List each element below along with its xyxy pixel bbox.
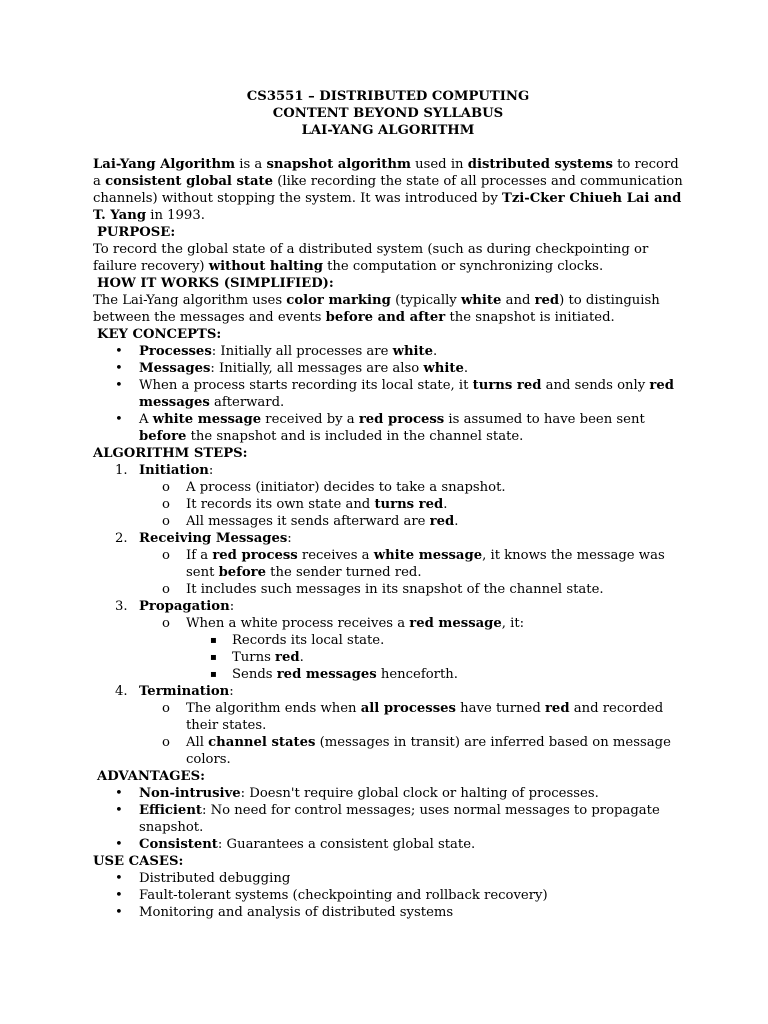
text-run: afterward. [209,395,285,410]
bullet-icon: • [115,888,123,903]
step-number: 1. [115,463,128,478]
text-run: The Lai-Yang algorithm uses [93,293,287,308]
bullet-icon: o [162,497,170,512]
bold-text: Initiation [139,463,209,478]
bold-text: channel states [208,735,316,750]
text-run: To record the global state of a distributed system (such as during checkpointing or failure recovery) [93,242,649,274]
text-run: Turns [232,650,276,665]
bullet-icon: o [162,548,170,563]
bullet-icon: • [115,871,123,886]
bold-text: Messages [139,361,211,376]
text-run: A process (initiator) decides to take a snapshot. [186,480,506,495]
list-item [93,887,683,904]
list-item-text [139,344,437,359]
list-item [93,479,683,496]
list-item [93,683,683,700]
list-item-text [139,786,599,801]
list-item-text [139,463,213,478]
text-run: in 1993. [146,208,205,223]
intro-paragraph [93,156,683,224]
list-item [93,734,683,768]
list-item-text [232,633,384,648]
list-item [93,343,683,360]
bold-text: white [392,344,434,359]
list-item [93,632,683,649]
text-run: have turned [455,701,545,716]
step-number: 2. [115,531,128,546]
bullet-icon: • [115,905,123,920]
list-item-text [186,548,665,580]
section-title: CONTENT BEYOND SYLLABUS [272,106,504,121]
bold-text: white [460,293,502,308]
list-item [93,377,683,411]
text-run: : Initially all processes are [211,344,393,359]
bold-text: KEY CONCEPTS: [97,327,222,342]
text-run: Records its local state. [232,633,385,648]
bold-text: all processes [360,701,456,716]
bold-text: USE CASES: [93,854,184,869]
bold-text: Receiving Messages [139,531,288,546]
list-item-text [139,531,292,546]
list-item [93,836,683,853]
list-item [93,802,683,836]
bullet-icon: • [115,837,123,852]
bold-text: Termination [139,684,230,699]
text-run: . [463,361,469,376]
text-run: received by a [261,412,359,427]
text-run: used in [410,157,468,172]
text-run: : [229,599,235,614]
document-body [93,156,683,921]
bold-text: red [544,701,570,716]
text-run: : Doesn't require global clock or halting of processes. [240,786,599,801]
algorithm-steps-heading [93,445,683,462]
bold-text: without halting [208,259,323,274]
list-item-text [139,378,674,410]
bold-text: red process [212,548,298,563]
text-run: The algorithm ends when [186,701,361,716]
list-item [93,530,683,547]
list-item-text [186,735,671,767]
bullet-icon: • [115,344,123,359]
bold-text: before [139,429,187,444]
bold-text: snapshot algorithm [266,157,411,172]
text-run: , it: [501,616,525,631]
bullet-icon: • [115,361,123,376]
text-run: Monitoring and analysis of distributed systems [139,905,454,920]
bullet-icon: • [115,786,123,801]
text-run: receives a [297,548,374,563]
list-item [93,513,683,530]
text-run: (typically [390,293,461,308]
list-item [93,870,683,887]
bold-text: red [275,650,300,665]
list-item-text [139,361,468,376]
list-item [93,462,683,479]
list-item-text [139,871,290,886]
bold-text: HOW IT WORKS (SIMPLIFIED): [97,276,334,291]
bullet-icon: o [162,701,170,716]
text-run: : [287,531,292,546]
bold-text: Efficient [139,803,202,818]
bold-text: white message [373,548,483,563]
list-item-text [139,803,660,835]
text-run: and [501,293,535,308]
bullet-icon: o [162,735,170,750]
text-run: henceforth. [376,667,458,682]
document-page [93,88,683,921]
list-item-text [186,582,604,597]
list-item [93,700,683,734]
list-item [93,615,683,632]
bullet-icon: ▪ [210,635,217,646]
list-item-text [186,616,524,631]
text-run: Distributed debugging [139,871,291,886]
text-run: All [186,735,209,750]
title-block [93,88,683,139]
purpose-paragraph [93,241,683,275]
text-run: to record a [93,157,679,189]
text-run: A [139,412,153,427]
list-item-text [139,412,645,444]
text-run: When a process starts recording its local state, it [139,378,473,393]
bullet-icon: o [162,616,170,631]
bold-text: color marking [286,293,391,308]
bold-text: distributed systems [467,157,613,172]
bullet-icon: ▪ [210,652,217,663]
bold-text: ADVANTAGES: [97,769,205,784]
list-item-text [232,667,458,682]
bold-text: Processes [139,344,212,359]
text-run: the sender turned red. [265,565,422,580]
bullet-icon: o [162,480,170,495]
bullet-icon: o [162,514,170,529]
list-item [93,785,683,802]
bold-text: consistent global state [105,174,274,189]
list-item-text [186,480,506,495]
text-run: . [433,344,438,359]
text-run: It records its own state and [186,497,375,512]
bold-text: Propagation [139,599,230,614]
bullet-icon: • [115,378,123,393]
text-run: It includes such messages in its snapshot of the channel state. [186,582,604,597]
bold-text: red process [358,412,445,427]
bold-text: red message [409,616,502,631]
text-run: All messages it sends afterward are [186,514,430,529]
how-it-works-heading [93,275,683,292]
list-item [93,598,683,615]
bullet-icon: • [115,803,123,818]
list-item [93,496,683,513]
text-run: , it knows the message was sent [186,548,665,580]
text-run: . [454,514,459,529]
bold-text: PURPOSE: [97,225,176,240]
list-item-text [186,701,663,733]
list-item [93,360,683,377]
bold-text: red messages [139,378,674,410]
bold-text: red [429,514,455,529]
bold-text: before [218,565,266,580]
topic-title: LAI-YANG ALGORITHM [301,123,475,138]
bold-text: turns red [472,378,542,393]
text-run: the snapshot and is included in the channel state. [186,429,524,444]
bullet-icon: • [115,412,123,427]
text-run: Sends [232,667,277,682]
key-concepts-heading [93,326,683,343]
list-item [93,904,683,921]
bold-text: Lai-Yang Algorithm [93,157,236,172]
bold-text: ALGORITHM STEPS: [93,446,248,461]
how-it-works-paragraph [93,292,683,326]
list-item [93,547,683,581]
use-cases-heading [93,853,683,870]
list-item-text [139,599,234,614]
bold-text: Tzi-Cker Chiueh Lai and T. Yang [93,191,682,223]
text-run: the snapshot is initiated. [445,310,615,325]
text-run: : [208,463,214,478]
step-number: 4. [115,684,128,699]
text-run: When a white process receives a [186,616,410,631]
text-run: ) to distinguish between the messages and events [93,293,660,325]
bold-text: red [534,293,560,308]
bold-text: red messages [276,667,377,682]
step-number: 3. [115,599,128,614]
text-run: : Guarantees a consistent global state. [217,837,476,852]
list-item-text [139,905,453,920]
bold-text: Consistent [139,837,218,852]
list-item-text [186,497,447,512]
text-run: is assumed to have been sent [444,412,645,427]
bullet-icon: ▪ [210,669,217,680]
text-run: is a [235,157,267,172]
list-item-text [139,684,234,699]
list-item-text [186,514,458,529]
list-item [93,649,683,666]
text-run: If a [186,548,213,563]
bold-text: turns red [374,497,444,512]
text-run: Fault-tolerant systems (checkpointing and rollback recovery) [139,888,548,903]
bold-text: white message [152,412,262,427]
course-title: CS3551 – DISTRIBUTED COMPUTING [246,89,530,104]
list-item-text [139,888,548,903]
text-run: : [229,684,234,699]
list-item [93,666,683,683]
list-item-text [139,837,475,852]
text-run: (like recording the state of all processes and communication channels) without stopping the system. It was introduced by [93,174,683,206]
bold-text: white [423,361,464,376]
list-item [93,581,683,598]
text-run: . [443,497,448,512]
bold-text: Non-intrusive [139,786,241,801]
advantages-heading [93,768,683,785]
text-run: (messages in transit) are inferred based on message colors. [186,735,671,767]
bullet-icon: o [162,582,170,597]
text-run: . [299,650,304,665]
text-run: the computation or synchronizing clocks. [322,259,604,274]
text-run: : Initially, all messages are also [210,361,424,376]
bold-text: before and after [325,310,446,325]
text-run: and sends only [541,378,650,393]
list-item [93,411,683,445]
list-item-text [232,650,304,665]
purpose-heading [93,224,683,241]
text-run: : No need for control messages; uses normal messages to propagate snapshot. [139,803,660,835]
text-run: and recorded their states. [186,701,664,733]
